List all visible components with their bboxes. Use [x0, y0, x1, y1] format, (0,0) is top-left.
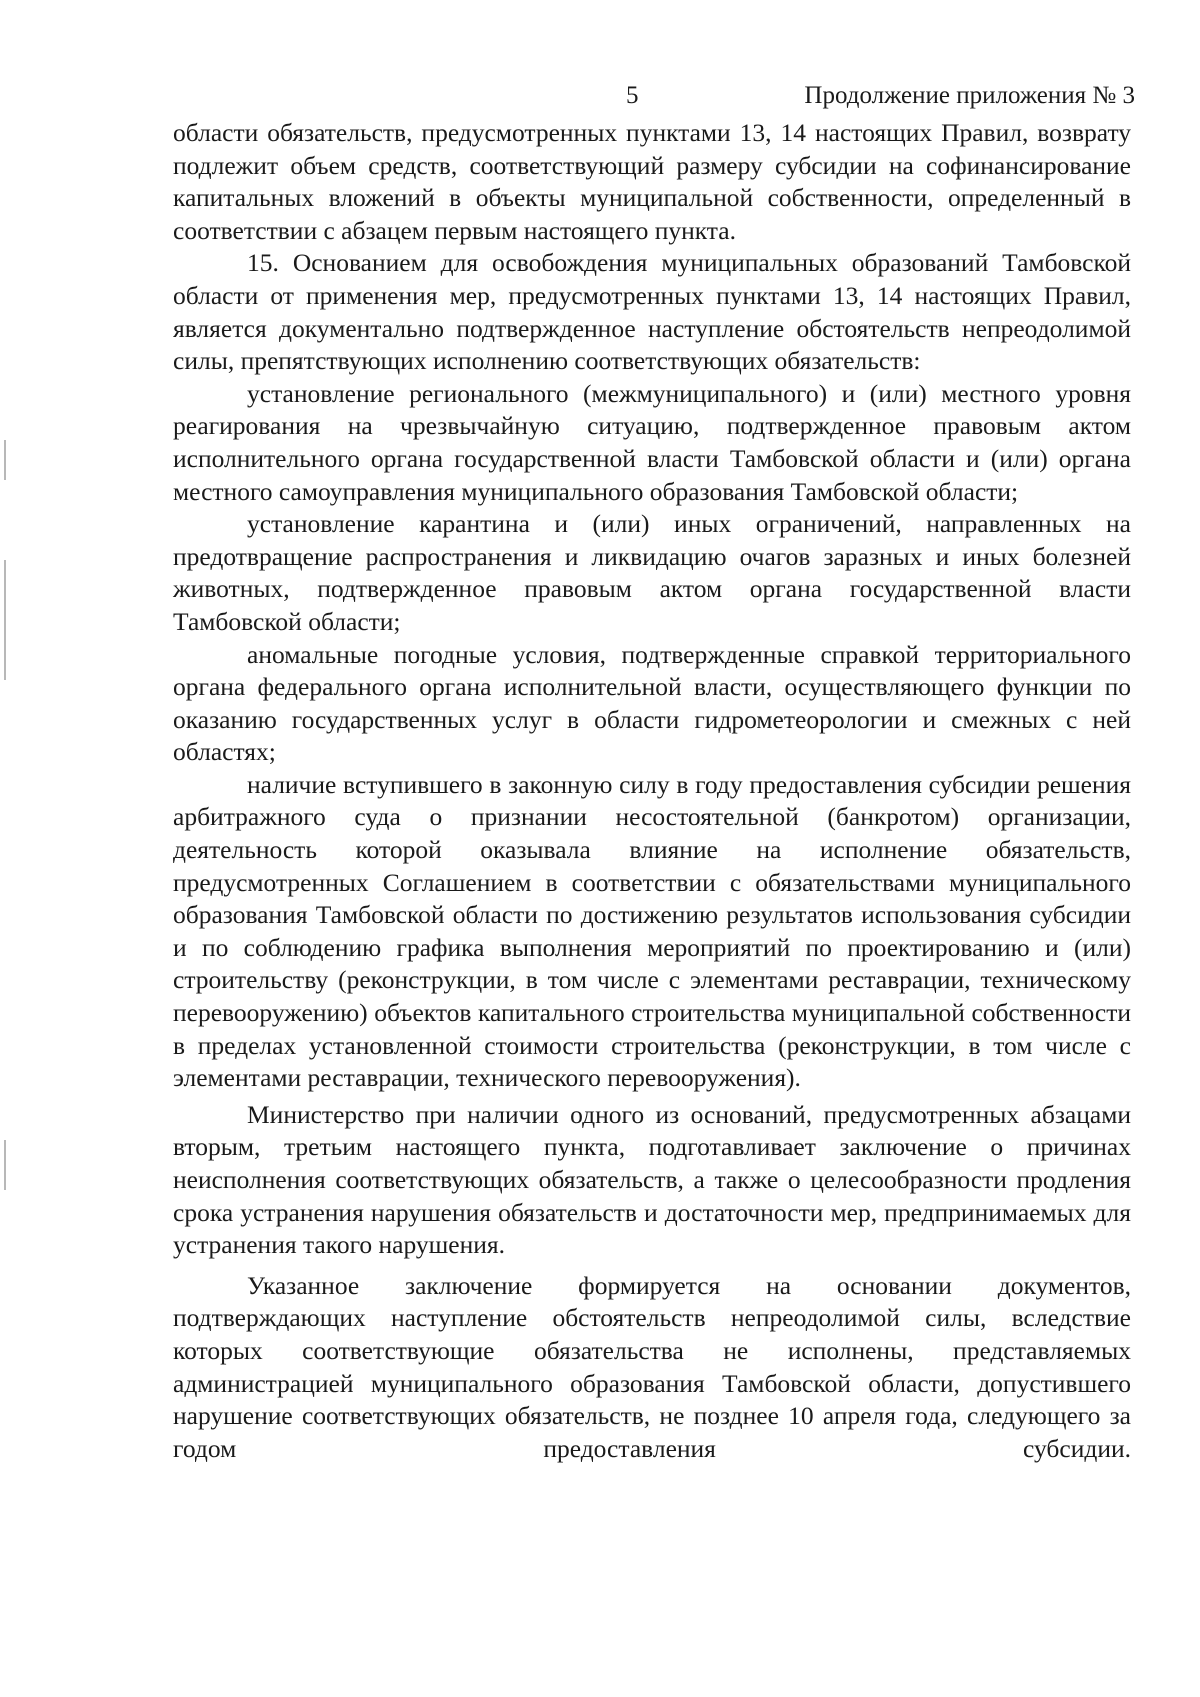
scan-artifact — [4, 440, 6, 480]
page-header — [0, 78, 1200, 114]
paragraph: Указанное заключение формируется на основании документов, подтверждающих наступление обстоятельств непреодолимой силы, вследствие которых соответствующие обязательства не исполнены, представляемых администрацией муниципального образования Тамбовской области, допустившего нарушение соответствующих обязательств, не позднее 10 апреля года, следующего за годом предоставления субсидии. — [173, 1270, 1131, 1463]
scan-artifact — [4, 1140, 6, 1190]
running-title: Продолжение приложения № 3 — [804, 82, 1135, 109]
paragraph: области обязательств, предусмотренных пунктами 13, 14 настоящих Правил, возврату подлежит объем средств, соответствующий размеру субсидии на софинансирование капитальных вложений в объекты муниципальной собственности, определенный в соответствии с абзацем первым настоящего пункта. — [173, 118, 1131, 245]
paragraph: аномальные погодные условия, подтвержденные справкой территориального органа федерального органа исполнительной власти, осуществляющего функции по оказанию государственных услуг в области гидрометеорологии и смежных с ней областях; — [173, 639, 1131, 767]
paragraph: наличие вступившего в законную силу в году предоставления субсидии решения арбитражного суда о признании несостоятельной (банкротом) организации, деятельность которой оказывала влияние на исполнение обязательств, предусмотренных Соглашением в соответствии с обязательствами муниципального образования Тамбовской области по достижению результатов использования субсидии и по соблюдению графика выполнения мероприятий по проектированию и (или) строительству (реконструкции, в том числе с элементами реставрации, техническому перевооружению) объектов капитального строительства муниципальной собственности в пределах установленной стоимости строительства (реконструкции, в том числе с элементами реставрации, технического перевооружения). — [173, 769, 1131, 1093]
page-number: 5 — [626, 82, 639, 109]
paragraph: установление регионального (межмуниципального) и (или) местного уровня реагирования на чрезвычайную ситуацию, подтвержденное правовым актом исполнительного органа государственной власти Тамбовской области и (или) органа местного самоуправления муниципального образования Тамбовской области; — [173, 378, 1131, 506]
paragraph: 15. Основанием для освобождения муниципальных образований Тамбовской области от применения мер, предусмотренных пунктами 13, 14 настоящих Правил, является документально подтвержденное наступление обстоятельств непреодолимой силы, препятствующих исполнению соответствующих обязательств: — [173, 248, 1131, 376]
document-body — [173, 117, 1131, 1465]
scan-artifact — [4, 560, 6, 680]
paragraph: установление карантина и (или) иных ограничений, направленных на предотвращение распространения и ликвидацию очагов заразных и иных болезней животных, подтвержденное правовым актом органа государственной власти Тамбовской области; — [173, 509, 1131, 636]
paragraph: Министерство при наличии одного из оснований, предусмотренных абзацами вторым, третьим настоящего пункта, подготавливает заключение о причинах неисполнения соответствующих обязательств, а также о целесообразности продления срока устранения нарушения обязательств и достаточности мер, предпринимаемых для устранения такого нарушения. — [173, 1099, 1131, 1260]
